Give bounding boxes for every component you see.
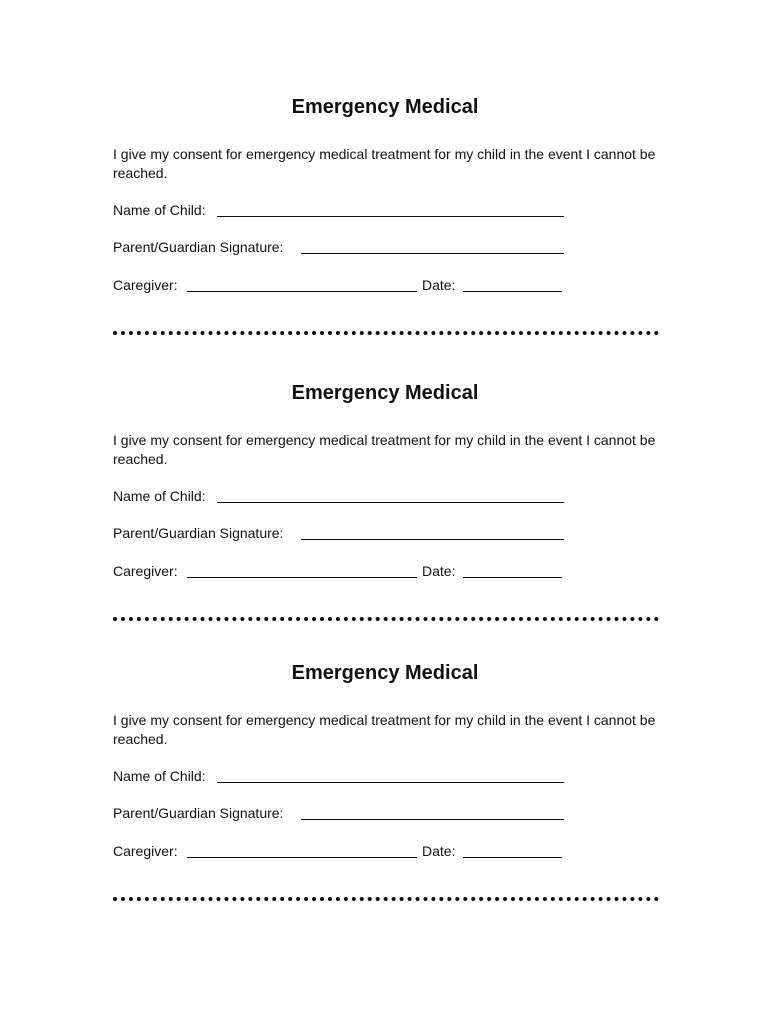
date-label: Date: [422,277,456,293]
signature-label: Parent/Guardian Signature: [113,525,284,541]
consent-text: I give my consent for emergency medical treatment for my child in the event I cannot be reached. [113,146,656,181]
date-field[interactable] [463,291,562,292]
date-field[interactable] [463,857,562,858]
caregiver-field[interactable] [187,577,417,578]
cut-line-3 [113,897,659,901]
caregiver-field[interactable] [187,857,417,858]
signature-field[interactable] [301,253,564,254]
signature-field[interactable] [301,819,564,820]
caregiver-field[interactable] [187,291,417,292]
date-label: Date: [422,563,456,579]
caregiver-label: Caregiver: [113,277,178,293]
consent-text: I give my consent for emergency medical treatment for my child in the event I cannot be reached. [113,712,656,747]
form-title: Emergency Medical [291,662,479,684]
name-of-child-label: Name of Child: [113,488,206,504]
form-title: Emergency Medical [291,96,479,118]
name-of-child-label: Name of Child: [113,768,206,784]
consent-text: I give my consent for emergency medical treatment for my child in the event I cannot be reached. [113,432,656,467]
name-of-child-field[interactable] [217,502,564,503]
caregiver-label: Caregiver: [113,563,178,579]
signature-field[interactable] [301,539,564,540]
cut-line-1 [113,331,659,335]
name-of-child-field[interactable] [217,782,564,783]
signature-label: Parent/Guardian Signature: [113,805,284,821]
caregiver-label: Caregiver: [113,843,178,859]
date-field[interactable] [463,577,562,578]
name-of-child-label: Name of Child: [113,202,206,218]
cut-line-2 [113,617,659,621]
date-label: Date: [422,843,456,859]
name-of-child-field[interactable] [217,216,564,217]
form-title: Emergency Medical [291,382,479,404]
signature-label: Parent/Guardian Signature: [113,239,284,255]
